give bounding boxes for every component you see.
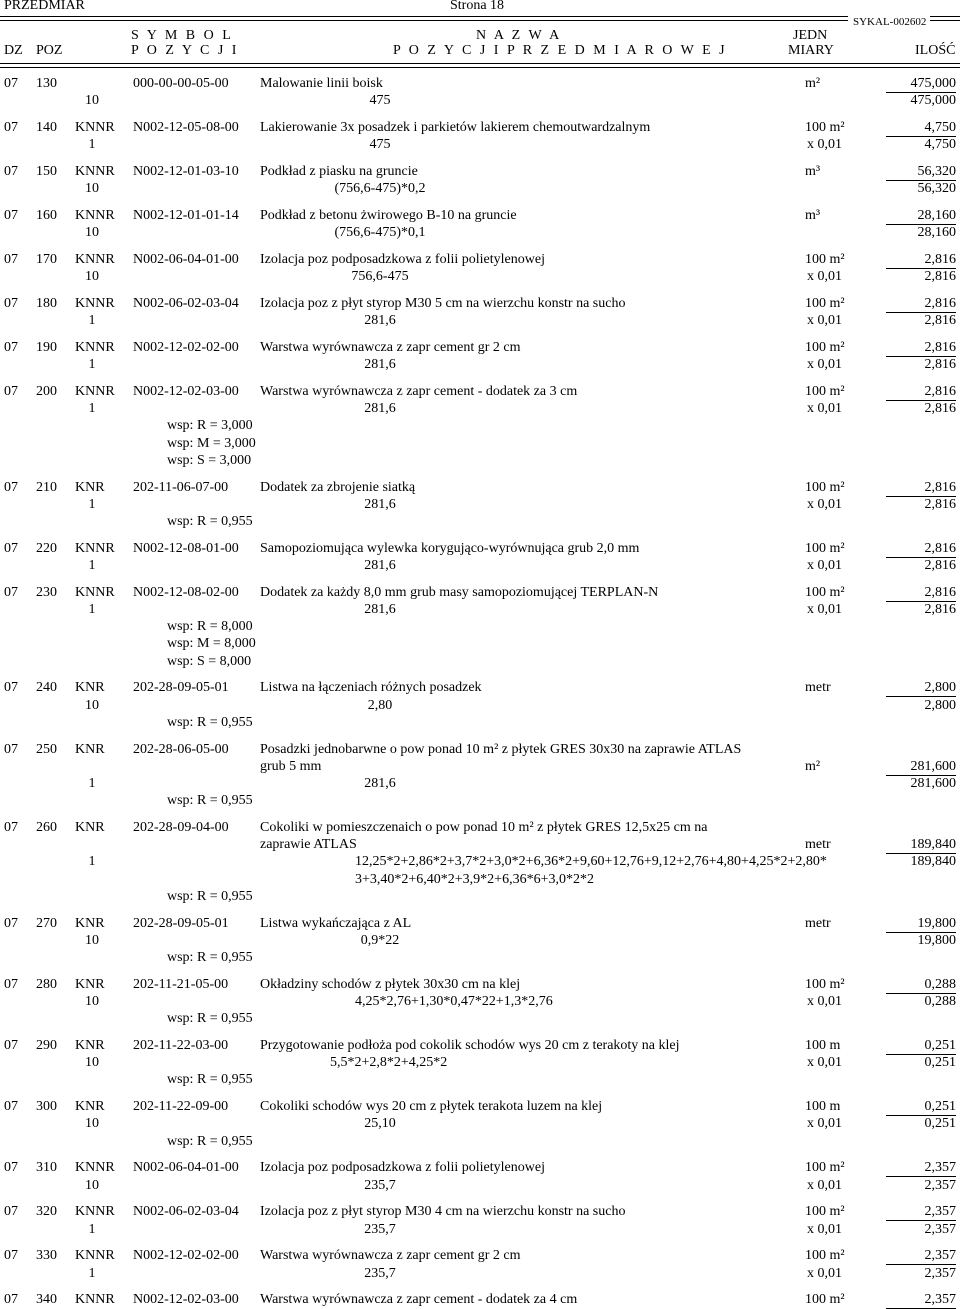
item-name: Malowanie linii boisk [260, 76, 383, 91]
item-dz: 07 [4, 1160, 18, 1176]
item-coefficient: wsp: R = 0,955 [167, 1133, 253, 1149]
col-header-nazwa-1: N A Z W A [476, 28, 562, 43]
item-sub-expression: 25,10 [364, 1116, 396, 1132]
item-sub-qty: 281,600 [910, 776, 956, 791]
item-sub-expression: 475 [369, 93, 391, 109]
item-unit: 100 m² [805, 1248, 845, 1264]
item-qty: 189,840 [910, 837, 956, 853]
item-base: KNNR [75, 540, 115, 556]
item-base: KNNR [75, 384, 115, 399]
item-poz: 210 [36, 479, 57, 495]
item-base: KNNR [75, 1204, 115, 1220]
item-poz: 320 [36, 1204, 57, 1220]
item-qty: 0,251 [924, 1038, 956, 1053]
item-symbol: 202-28-06-05-00 [133, 741, 229, 757]
item-symbol: 202-28-09-04-00 [133, 820, 229, 835]
item-qty: 4,750 [924, 120, 956, 135]
item-unit: 100 m² [805, 120, 845, 135]
item-name: Cokoliki schodów wys 20 cm z płytek terakota luzem na klej [260, 1099, 603, 1115]
item-sub-qty: 2,816 [924, 313, 956, 329]
item-name: Podkład z piasku na gruncie [260, 164, 418, 179]
item-dz: 07 [4, 76, 18, 91]
item-sub-expression-cont: 3+3,40*2+6,40*2+3,9*2+6,36*6+3,0*2*2 [355, 871, 594, 887]
item-unit: 100 m² [805, 1204, 845, 1220]
item-coefficient: wsp: R = 0,955 [167, 793, 253, 809]
item-poz: 280 [36, 976, 57, 992]
item-base: KNR [75, 1038, 105, 1053]
item-sub-expression: 281,6 [364, 357, 396, 373]
item-unit: 100 m² [805, 1160, 845, 1176]
item-dz: 07 [4, 340, 18, 355]
item-name: Listwa na łączeniach różnych posadzek [260, 680, 482, 696]
item-dz: 07 [4, 1292, 18, 1308]
item-symbol: 202-11-21-05-00 [133, 976, 229, 992]
item-symbol: N002-06-02-03-04 [133, 1204, 239, 1220]
item-poz: 180 [36, 296, 57, 311]
item-name: Dodatek za zbrojenie siatką [260, 479, 416, 495]
item-sub-unit: x 0,01 [807, 1265, 842, 1281]
item-sub-count: 10 [85, 269, 99, 285]
col-header-dz: DZ [4, 43, 23, 58]
item-base: KNR [75, 741, 105, 757]
item-qty: 2,816 [924, 540, 956, 556]
item-sub-unit: x 0,01 [807, 1221, 842, 1237]
item-coefficient: wsp: R = 0,955 [167, 1011, 253, 1027]
item-unit: 100 m² [805, 976, 845, 992]
item-sub-qty: 2,357 [924, 1265, 956, 1281]
item-unit: 100 m² [805, 584, 845, 600]
item-symbol: N002-12-02-02-00 [133, 340, 239, 355]
item-poz: 160 [36, 208, 57, 223]
item-sub-count: 10 [85, 1055, 99, 1071]
item-sub-count: 1 [88, 313, 96, 329]
item-qty: 19,800 [917, 915, 956, 931]
item-sub-count: 1 [88, 558, 96, 573]
item-dz: 07 [4, 1204, 18, 1220]
item-sub-expression: 5,5*2+2,8*2+4,25*2 [330, 1055, 448, 1071]
item-sub-expression: 281,6 [364, 776, 396, 791]
item-poz: 330 [36, 1248, 57, 1264]
item-sub-expression: 281,6 [364, 602, 396, 617]
item-sub-qty: 2,816 [924, 496, 956, 512]
item-sub-unit: x 0,01 [807, 496, 842, 512]
item-sub-expression: 235,7 [364, 1265, 396, 1281]
item-name: Warstwa wyrównawcza z zapr cement gr 2 cm [260, 340, 521, 355]
document-title: PRZEDMIAR [4, 0, 85, 13]
item-poz: 240 [36, 680, 57, 696]
item-symbol: N002-12-02-03-00 [133, 384, 239, 399]
item-sub-count: 10 [85, 994, 99, 1009]
item-sub-qty: 2,800 [924, 697, 956, 713]
item-sub-count: 1 [88, 776, 96, 791]
item-sub-qty: 2,357 [924, 1221, 956, 1237]
item-sub-count: 10 [85, 697, 99, 713]
item-coefficient: wsp: R = 0,955 [167, 950, 253, 965]
item-sub-count: 10 [85, 932, 99, 948]
item-base: KNR [75, 915, 105, 931]
header-rule-top-right [930, 16, 960, 21]
item-sub-qty: 0,288 [924, 994, 956, 1009]
item-dz: 07 [4, 540, 18, 556]
item-name: Cokoliki w pomieszczenaich o pow ponad 10 m² z płytek GRES 12,5x25 cm na [260, 820, 708, 835]
item-unit: 100 m² [805, 1292, 845, 1308]
item-qty: 2,816 [924, 340, 956, 355]
col-header-jedn-2: MIARY [788, 43, 834, 58]
item-symbol: 202-28-09-05-01 [133, 680, 229, 696]
item-base: KNNR [75, 584, 115, 600]
item-sub-count: 1 [88, 1265, 96, 1281]
item-sub-qty: 475,000 [910, 93, 956, 109]
item-symbol: N002-12-08-02-00 [133, 584, 239, 600]
header-rule-top [0, 16, 848, 21]
item-unit: 100 m² [805, 479, 845, 495]
item-sub-count: 1 [88, 854, 96, 870]
item-name: zaprawie ATLAS [260, 837, 357, 853]
item-symbol: N002-12-05-08-00 [133, 120, 239, 135]
item-name: Warstwa wyrównawcza z zapr cement - dodatek za 3 cm [260, 384, 578, 399]
item-dz: 07 [4, 296, 18, 311]
item-coefficient: wsp: R = 0,955 [167, 888, 253, 904]
item-symbol: N002-12-01-01-14 [133, 208, 239, 223]
item-unit: m² [805, 76, 821, 91]
item-sub-count: 1 [88, 496, 96, 512]
item-coefficient: wsp: R = 0,955 [167, 514, 253, 529]
item-qty: 56,320 [917, 164, 956, 179]
item-sub-unit: x 0,01 [807, 357, 842, 373]
item-unit: 100 m [805, 1099, 841, 1115]
item-base: KNNR [75, 340, 115, 355]
item-sub-unit: x 0,01 [807, 994, 842, 1009]
item-dz: 07 [4, 479, 18, 495]
item-dz: 07 [4, 584, 18, 600]
item-qty: 281,600 [910, 758, 956, 774]
item-poz: 270 [36, 915, 57, 931]
item-poz: 250 [36, 741, 57, 757]
item-base: KNR [75, 479, 105, 495]
item-sub-expression: 281,6 [364, 496, 396, 512]
item-unit: 100 m² [805, 340, 845, 355]
item-poz: 230 [36, 584, 57, 600]
item-unit: metr [805, 915, 831, 931]
item-poz: 140 [36, 120, 57, 135]
item-sub-expression: 281,6 [364, 401, 396, 417]
item-base: KNNR [75, 208, 115, 223]
item-sub-count: 10 [85, 225, 99, 241]
item-base: KNR [75, 680, 105, 696]
item-sub-expression: 2,80 [367, 697, 393, 713]
item-dz: 07 [4, 1038, 18, 1053]
item-coefficient: wsp: R = 3,000 [167, 418, 253, 434]
item-sub-qty: 56,320 [917, 181, 956, 197]
item-coefficient: wsp: S = 3,000 [167, 452, 252, 468]
item-coefficient: wsp: M = 3,000 [167, 435, 256, 451]
item-name: Warstwa wyrównawcza z zapr cement - dodatek za 4 cm [260, 1292, 578, 1308]
item-unit: 100 m [805, 1038, 841, 1053]
item-base: KNNR [75, 252, 115, 267]
item-symbol: N002-12-01-03-10 [133, 164, 239, 179]
item-base: KNNR [75, 296, 115, 311]
item-sub-count: 1 [88, 602, 96, 617]
item-unit: 100 m² [805, 540, 845, 556]
item-sub-unit: x 0,01 [807, 137, 842, 153]
item-symbol: 202-28-09-05-01 [133, 915, 229, 931]
item-sub-expression: 235,7 [364, 1177, 396, 1193]
item-qty: 2,816 [924, 296, 956, 311]
document-id: SYKAL-002602 [853, 16, 927, 28]
item-sub-qty: 19,800 [917, 932, 956, 948]
item-poz: 300 [36, 1099, 57, 1115]
item-unit: metr [805, 680, 831, 696]
item-unit: metr [805, 837, 831, 853]
item-sub-unit: x 0,01 [807, 1116, 842, 1132]
item-qty: 2,816 [924, 479, 956, 495]
item-base: KNNR [75, 164, 115, 179]
item-qty: 0,288 [924, 976, 956, 992]
item-dz: 07 [4, 680, 18, 696]
item-dz: 07 [4, 164, 18, 179]
item-unit: m³ [805, 164, 821, 179]
item-dz: 07 [4, 120, 18, 135]
item-sub-count: 10 [85, 1116, 99, 1132]
item-sub-expression: 0,9*22 [360, 932, 400, 948]
item-symbol: N002-12-02-03-00 [133, 1292, 239, 1308]
item-symbol: 202-11-06-07-00 [133, 479, 229, 495]
item-coefficient: wsp: S = 8,000 [167, 653, 252, 669]
item-symbol: N002-12-02-02-00 [133, 1248, 239, 1264]
item-qty: 2,357 [924, 1292, 956, 1308]
item-base: KNR [75, 820, 105, 835]
item-name: Listwa wykańczająca z AL [260, 915, 412, 931]
col-header-nazwa-2: P O Z Y C J I P R Z E D M I A R O W E J [393, 43, 728, 58]
item-qty: 2,800 [924, 680, 956, 696]
item-coefficient: wsp: R = 0,955 [167, 714, 253, 730]
item-sub-expression: 235,7 [364, 1221, 396, 1237]
item-poz: 220 [36, 540, 57, 556]
item-sub-count: 1 [88, 357, 96, 373]
item-name: Izolacja poz z płyt styrop M30 4 cm na wierzchu konstr na sucho [260, 1204, 626, 1220]
item-sub-expression: 281,6 [364, 313, 396, 329]
item-poz: 340 [36, 1292, 57, 1308]
item-dz: 07 [4, 252, 18, 267]
item-name: Podkład z betonu żwirowego B-10 na gruncie [260, 208, 517, 223]
item-sub-qty: 2,816 [924, 602, 956, 617]
item-sub-unit: x 0,01 [807, 313, 842, 329]
item-qty: 2,357 [924, 1160, 956, 1176]
item-sub-qty: 2,357 [924, 1177, 956, 1193]
item-name: Przygotowanie podłoża pod cokolik schodów wys 20 cm z terakoty na klej [260, 1038, 680, 1053]
item-coefficient: wsp: M = 8,000 [167, 636, 256, 652]
item-unit: m³ [805, 208, 821, 223]
item-poz: 150 [36, 164, 57, 179]
item-sub-qty: 4,750 [924, 137, 956, 153]
col-header-symbol-1: S Y M B O L [131, 28, 234, 43]
item-poz: 310 [36, 1160, 57, 1176]
item-sub-qty: 0,251 [924, 1055, 956, 1071]
item-qty: 28,160 [917, 208, 956, 223]
item-base: KNR [75, 1099, 105, 1115]
col-header-symbol-2: P O Z Y C J I [131, 43, 239, 58]
item-sub-expression: 281,6 [364, 558, 396, 573]
item-sub-unit: x 0,01 [807, 558, 842, 573]
item-qty: 0,251 [924, 1099, 956, 1115]
item-unit: 100 m² [805, 296, 845, 311]
item-dz: 07 [4, 384, 18, 399]
item-name: Warstwa wyrównawcza z zapr cement gr 2 cm [260, 1248, 521, 1264]
item-qty: 2,357 [924, 1204, 956, 1220]
item-sub-qty: 2,816 [924, 269, 956, 285]
item-name: Lakierowanie 3x posadzek i parkietów lakierem chemoutwardzalnym [260, 120, 651, 135]
item-name: Samopoziomująca wylewka korygująco-wyrównująca grub 2,0 mm [260, 540, 640, 556]
item-qty: 2,816 [924, 252, 956, 267]
header-rule-bottom [0, 63, 960, 68]
item-sub-count: 1 [88, 401, 96, 417]
item-sub-count: 10 [85, 1177, 99, 1193]
item-dz: 07 [4, 208, 18, 223]
item-unit: 100 m² [805, 252, 845, 267]
item-symbol: 000-00-00-05-00 [133, 76, 229, 91]
item-sub-qty: 0,251 [924, 1116, 956, 1132]
item-sub-expression: (756,6-475)*0,1 [334, 225, 426, 241]
item-poz: 190 [36, 340, 57, 355]
item-base: KNNR [75, 1292, 115, 1308]
item-unit: m² [805, 758, 821, 774]
item-base: KNNR [75, 1248, 115, 1264]
item-unit: 100 m² [805, 384, 845, 399]
item-sub-expression: 475 [369, 137, 391, 153]
item-symbol: N002-06-02-03-04 [133, 296, 239, 311]
item-qty: 2,816 [924, 584, 956, 600]
page-number: Strona 18 [450, 0, 505, 13]
item-symbol: N002-06-04-01-00 [133, 1160, 239, 1176]
item-name: Dodatek za każdy 8,0 mm grub masy samopoziomującej TERPLAN-N [260, 584, 659, 600]
item-name: Okładziny schodów z płytek 30x30 cm na klej [260, 976, 521, 992]
item-poz: 260 [36, 820, 57, 835]
item-name: Izolacja poz z płyt styrop M30 5 cm na wierzchu konstr na sucho [260, 296, 626, 311]
item-base: KNR [75, 976, 105, 992]
item-sub-unit: x 0,01 [807, 1055, 842, 1071]
item-sub-qty: 2,816 [924, 558, 956, 573]
item-symbol: 202-11-22-03-00 [133, 1038, 229, 1053]
item-dz: 07 [4, 1099, 18, 1115]
item-sub-count: 1 [88, 137, 96, 153]
item-name: grub 5 mm [260, 758, 322, 774]
item-sub-unit: x 0,01 [807, 1177, 842, 1193]
item-sub-expression: 4,25*2,76+1,30*0,47*22+1,3*2,76 [355, 994, 553, 1009]
item-dz: 07 [4, 820, 18, 835]
item-poz: 170 [36, 252, 57, 267]
item-coefficient: wsp: R = 0,955 [167, 1072, 253, 1088]
item-sub-qty: 2,816 [924, 401, 956, 417]
item-dz: 07 [4, 741, 18, 757]
item-qty: 2,357 [924, 1248, 956, 1264]
item-name: Posadzki jednobarwne o pow ponad 10 m² z płytek GRES 30x30 na zaprawie ATLAS [260, 741, 742, 757]
item-sub-expression: 12,25*2+2,86*2+3,7*2+3,0*2+6,36*2+9,60+12,76+9,12+2,76+4,80+4,25*2+2,80* [355, 854, 827, 870]
item-sub-unit: x 0,01 [807, 401, 842, 417]
col-header-ilosc: ILOŚĆ [915, 43, 956, 58]
item-symbol: 202-11-22-09-00 [133, 1099, 229, 1115]
item-sub-qty: 2,816 [924, 357, 956, 373]
item-symbol: N002-06-04-01-00 [133, 252, 239, 267]
item-sub-unit: x 0,01 [807, 269, 842, 285]
item-sub-unit: x 0,01 [807, 602, 842, 617]
col-header-poz: POZ [36, 43, 63, 58]
item-dz: 07 [4, 915, 18, 931]
item-poz: 200 [36, 384, 57, 399]
item-qty: 475,000 [910, 76, 956, 91]
item-sub-qty: 189,840 [910, 854, 956, 870]
item-sub-expression: (756,6-475)*0,2 [334, 181, 426, 197]
item-sub-qty: 28,160 [917, 225, 956, 241]
item-poz: 290 [36, 1038, 57, 1053]
item-sub-count: 10 [85, 181, 99, 197]
item-symbol: N002-12-08-01-00 [133, 540, 239, 556]
item-name: Izolacja poz podposadzkowa z folii polietylenowej [260, 252, 545, 267]
item-sub-count: 1 [88, 1221, 96, 1237]
item-poz: 130 [36, 76, 57, 91]
item-base: KNNR [75, 1160, 115, 1176]
item-sub-expression: 756,6-475 [351, 269, 409, 285]
item-dz: 07 [4, 1248, 18, 1264]
item-coefficient: wsp: R = 8,000 [167, 619, 253, 635]
item-base: KNNR [75, 120, 115, 135]
col-header-jedn-1: JEDN [793, 28, 828, 43]
item-sub-count: 10 [85, 93, 99, 109]
item-qty: 2,816 [924, 384, 956, 399]
item-dz: 07 [4, 976, 18, 992]
item-name: Izolacja poz podposadzkowa z folii polietylenowej [260, 1160, 545, 1176]
